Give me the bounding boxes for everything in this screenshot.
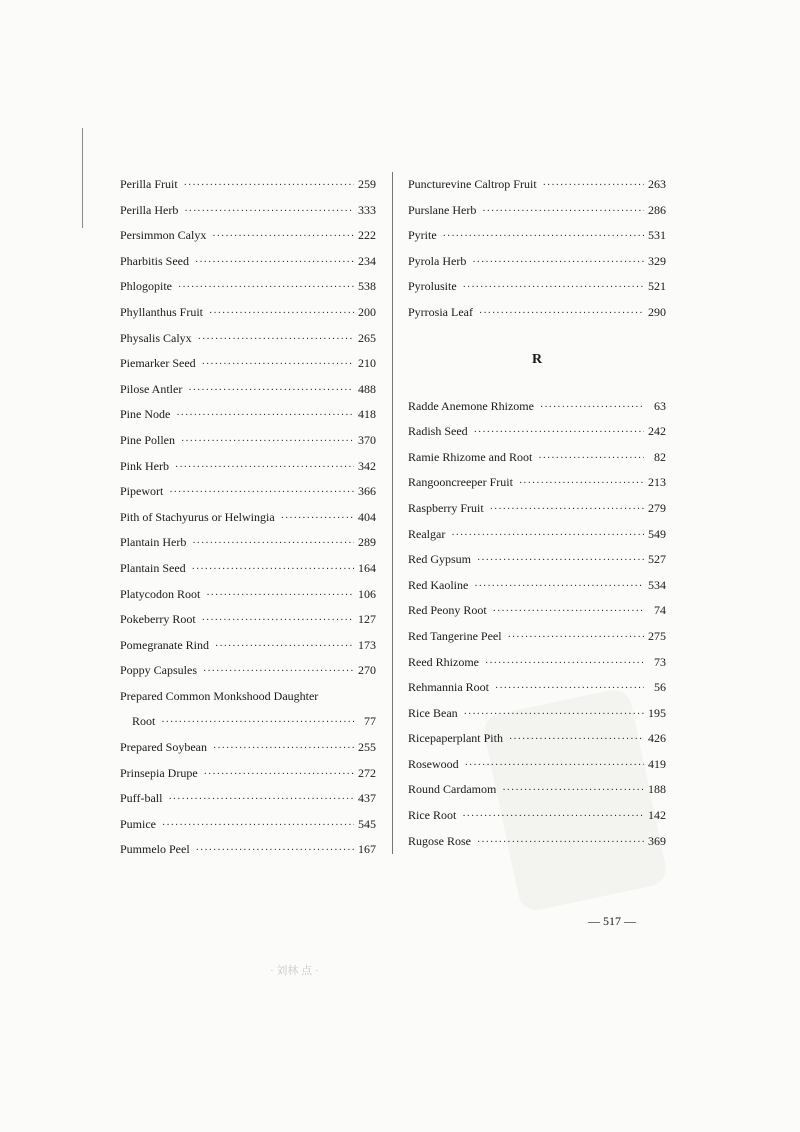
leader-dots [463,275,644,301]
index-entry [120,377,376,403]
index-entry [120,607,376,633]
index-entry [120,326,376,352]
entry-page: 549 [648,526,666,541]
index-entry [408,496,666,522]
leader-dots [196,838,354,864]
entry-page: 419 [648,756,666,771]
entry-page: 77 [364,714,376,729]
entry-name: Rice Root [408,808,457,823]
leader-dots [168,787,354,813]
entry-name: Physalis Calyx [120,330,192,345]
leader-dots [162,813,354,839]
entry-name: Platycodon Root [120,586,201,601]
leader-dots [203,659,354,685]
entry-page: 418 [358,407,376,422]
entry-name: Ricepaperplant Pith [408,731,503,746]
entry-page: 270 [358,663,376,678]
index-entry [408,624,666,650]
entry-page: 200 [358,304,376,319]
entry-name: Rice Bean [408,705,458,720]
entry-name: Red Gypsum [408,552,471,567]
section-heading: R [531,351,543,367]
leader-dots [212,224,354,250]
entry-page: 263 [648,177,666,191]
leader-dots [508,625,644,651]
leader-dots [188,378,354,404]
index-entry [408,470,666,496]
entry-name: Red Tangerine Peel [408,628,502,643]
index-entry [120,812,376,838]
entry-page: 369 [648,833,666,848]
entry-page: 329 [648,253,666,268]
entry-page: 142 [648,808,666,823]
entry-name: Rehmannia Root [408,680,489,695]
index-entry [408,598,666,624]
entry-page: 167 [358,842,376,857]
entry-page: 531 [648,228,666,243]
index-entry [408,726,666,752]
entry-name: Poppy Capsules [120,663,198,678]
leader-dots [184,199,354,225]
leader-dots [204,762,354,788]
page-number: — 517 — [588,914,636,928]
leader-dots [477,548,644,574]
index-entry [408,300,666,326]
index-entry [408,274,666,300]
entry-name: Red Kaoline [408,577,469,592]
leader-dots [538,446,644,472]
index-entry [408,198,666,224]
leader-dots [202,352,354,378]
leader-dots [479,301,644,327]
entry-name: Pomegranate Rind [120,637,209,652]
index-entry [408,573,666,599]
index-entry [120,351,376,377]
index-entry [408,650,666,676]
entry-name: Pine Pollen [120,432,176,447]
index-entry [408,675,666,701]
leader-dots [509,727,644,753]
index-entry [408,223,666,249]
entry-page: 534 [648,577,666,592]
leader-dots [206,583,354,609]
leader-dots [451,523,644,549]
index-entry [120,274,376,300]
entry-name: Plantain Seed [120,560,186,575]
entry-name: Pokeberry Root [120,612,196,627]
index-entry-continuation [120,709,376,735]
leader-dots [169,480,354,506]
entry-page: 370 [358,432,376,447]
entry-name: Purslane Herb [408,202,477,217]
entry-name: Piemarker Seed [120,356,196,371]
index-entry [120,735,376,761]
entry-name: Pyrite [408,228,437,243]
leader-dots [485,651,644,677]
index-entry [120,684,376,710]
entry-page: 265 [358,330,376,345]
leader-dots [181,429,354,455]
entry-page: 82 [654,449,666,464]
index-column-right [408,172,666,854]
index-entry [120,172,376,198]
entry-page: 342 [358,458,376,473]
entry-page: 259 [358,177,376,191]
entry-name: Phyllanthus Fruit [120,304,204,319]
entry-page: 290 [648,304,666,319]
entry-name: Pith of Stachyurus or Helwingia [120,509,275,524]
faint-handwritten-note: · 刘林 点 · [270,965,319,977]
entry-page: 73 [654,654,666,669]
entry-page: 173 [358,637,376,652]
leader-dots [482,199,644,225]
entry-name: Round Cardamom [408,782,497,797]
leader-dots [465,753,644,779]
entry-page: 188 [648,782,666,797]
entry-name: Raspberry Fruit [408,500,484,515]
leader-dots [202,608,354,634]
index-entry [120,300,376,326]
index-entry [120,479,376,505]
leader-dots [213,736,354,762]
entry-name: Realgar [408,526,446,541]
leader-dots [192,557,354,583]
index-entry [120,582,376,608]
entry-page: 538 [358,279,376,294]
entry-page: 426 [648,731,666,746]
entry-name: Rangooncreeper Fruit [408,475,513,490]
entry-page: 333 [358,202,376,217]
index-entry [408,701,666,727]
index-entry [120,454,376,480]
entry-name: Plantain Herb [120,535,187,550]
entry-page: 366 [358,484,376,499]
entry-name: Prepared Common Monkshood Daughter [120,688,319,703]
leader-dots [502,778,644,804]
column-divider [392,172,393,854]
index-entry [120,786,376,812]
entry-name: Radish Seed [408,424,468,439]
margin-rule [82,128,83,228]
index-entry [120,505,376,531]
entry-name: Phlogopite [120,279,173,294]
index-entry [120,530,376,556]
leader-dots [540,395,644,421]
entry-name: Rosewood [408,756,459,771]
leader-dots [178,275,354,301]
entry-name: Ramie Rhizome and Root [408,449,533,464]
leader-dots [209,301,354,327]
entry-name: Prepared Soybean [120,740,207,755]
leader-dots [472,250,644,276]
entry-name: Puncturevine Caltrop Fruit [408,177,537,191]
index-entry [408,445,666,471]
leader-dots [474,574,644,600]
entry-name: Perilla Fruit [120,177,178,191]
index-entry [120,761,376,787]
leader-dots [161,710,354,736]
index-entry [120,249,376,275]
entry-page: 195 [648,705,666,720]
entry-page: 527 [648,552,666,567]
entry-page: 63 [654,398,666,413]
index-entry [120,633,376,659]
entry-page: 279 [648,500,666,515]
entry-name: Pharbitis Seed [120,253,189,268]
leader-dots [490,497,644,523]
entry-page: 437 [358,791,376,806]
entry-name: Root [132,714,156,729]
index-entry [408,249,666,275]
leader-dots [543,173,644,199]
leader-dots [176,403,354,429]
index-column-left [120,172,376,863]
entry-page: 234 [358,253,376,268]
index-entry [408,172,666,198]
entry-page: 210 [358,356,376,371]
entry-page: 56 [654,680,666,695]
index-entry [120,428,376,454]
entry-page: 255 [358,740,376,755]
index-entry [408,547,666,573]
entry-page: 74 [654,603,666,618]
entry-page: 242 [648,424,666,439]
entry-page: 272 [358,765,376,780]
leader-dots [477,830,644,856]
leader-dots [495,676,644,702]
leader-dots [462,804,644,830]
entry-name: Puff-ball [120,791,163,806]
entry-name: Reed Rhizome [408,654,479,669]
index-entry [120,556,376,582]
leader-dots [443,224,644,250]
index-entry [408,829,666,855]
entry-name: Persimmon Calyx [120,228,207,243]
leader-dots [493,599,644,625]
entry-page: 127 [358,612,376,627]
entry-page: 521 [648,279,666,294]
index-entry [408,522,666,548]
leader-dots [175,455,354,481]
entry-name: Pyrolusite [408,279,457,294]
entry-name: Radde Anemone Rhizome [408,398,534,413]
leader-dots [184,173,354,199]
entry-page: 222 [358,228,376,243]
index-entry [408,419,666,445]
index-entry [408,803,666,829]
entry-name: Pilose Antler [120,381,183,396]
index-entry [120,837,376,863]
index-entry [408,777,666,803]
leader-dots [474,420,644,446]
entry-name: Rugose Rose [408,833,471,848]
leader-dots [215,634,354,660]
leader-dots [195,250,354,276]
entry-name: Prinsepia Drupe [120,765,198,780]
entry-page: 275 [648,628,666,643]
leader-dots [192,531,354,557]
entry-page: 106 [358,586,376,601]
entry-page: 286 [648,202,666,217]
index-entry [120,198,376,224]
entry-page: 289 [358,535,376,550]
index-entry [120,658,376,684]
index-entry [120,402,376,428]
leader-dots [519,471,644,497]
entry-name: Perilla Herb [120,202,179,217]
entry-page: 164 [358,560,376,575]
entry-name: Pipewort [120,484,164,499]
index-entry [408,394,666,420]
leader-dots [198,327,354,353]
entry-page: 545 [358,816,376,831]
leader-dots [281,506,354,532]
index-entry [408,752,666,778]
entry-name: Pyrrosia Leaf [408,304,473,319]
leader-dots [464,702,644,728]
entry-name: Pyrola Herb [408,253,467,268]
entry-name: Red Peony Root [408,603,487,618]
index-entry [120,223,376,249]
entry-page: 488 [358,381,376,396]
entry-name: Pumice [120,816,156,831]
entry-name: Pummelo Peel [120,842,190,857]
entry-name: Pine Node [120,407,171,422]
entry-page: 404 [358,509,376,524]
entry-name: Pink Herb [120,458,169,473]
entry-page: 213 [648,475,666,490]
